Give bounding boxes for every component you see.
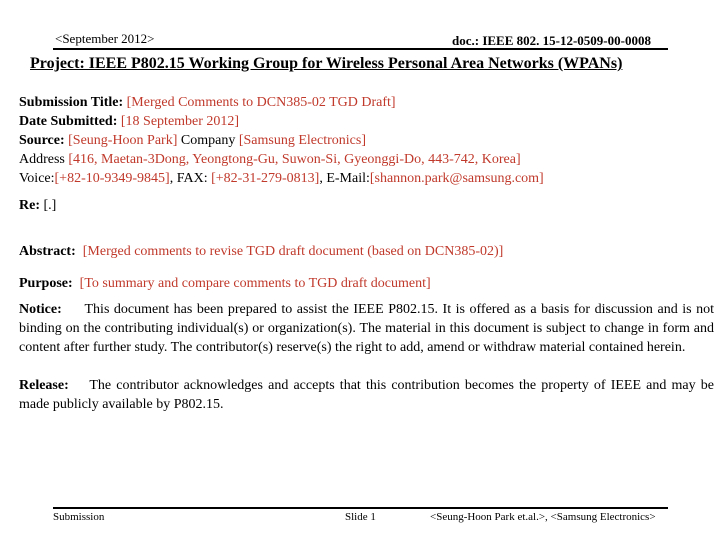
company-label: Company [180, 133, 236, 148]
fax-value: [+82-31-279-0813] [211, 171, 320, 186]
footer-submission: Submission [53, 511, 105, 523]
contact-line [19, 169, 544, 188]
notice-label: Notice: [19, 302, 62, 317]
submission-title-value: [Merged Comments to DCN385-02 TGD Draft] [126, 95, 396, 110]
voice-value: [+82-10-9349-9845] [54, 171, 170, 186]
submission-title-label: Submission Title: [19, 95, 124, 110]
footer-author: <Seung-Hoon Park et.al.>, <Samsung Electronics> [430, 511, 656, 523]
footer-slide-number: Slide 1 [345, 511, 376, 523]
abstract-label: Abstract: [19, 244, 76, 259]
purpose-value: [To summary and compare comments to TGD draft document] [79, 276, 431, 291]
release-label: Release: [19, 378, 69, 393]
release-text: The contributor acknowledges and accepts that this contribution becomes the property of IEEE and may be made publicly available by P802.15. [19, 378, 714, 412]
page-title: Project: IEEE P802.15 Working Group for Wireless Personal Area Networks (WPANs) [30, 55, 623, 72]
re-line [19, 196, 56, 215]
abstract-value: [Merged comments to revise TGD draft document (based on DCN385-02)] [82, 244, 504, 259]
voice-label: Voice: [19, 171, 55, 186]
header-divider [53, 48, 668, 50]
source-line [19, 131, 366, 150]
address-label: Address [19, 152, 65, 167]
abstract-line [19, 242, 503, 261]
header-date: <September 2012> [55, 31, 155, 46]
email-label: , E-Mail: [319, 171, 370, 186]
release-paragraph [19, 376, 714, 414]
header-doc-number: doc.: IEEE 802. 15-12-0509-00-0008 [452, 33, 651, 48]
source-name: [Seung-Hoon Park] [68, 133, 178, 148]
company-value: [Samsung Electronics] [238, 133, 366, 148]
notice-text: This document has been prepared to assist the IEEE P802.15. It is offered as a basis for discussion and is not binding on the contributing individual(s) or organization(s). The material in this document is subject to change in form and content after further study. The contributor(s) reserve(s) the right to add, amend or withdraw material contained herein. [19, 302, 715, 355]
source-label: Source: [19, 133, 65, 148]
fax-label: , FAX: [169, 171, 208, 186]
date-submitted-line [19, 112, 239, 131]
purpose-label: Purpose: [19, 276, 73, 291]
address-line [19, 150, 521, 169]
footer-divider [53, 507, 668, 509]
notice-paragraph [19, 300, 714, 357]
submission-title-line [19, 93, 396, 112]
re-value: [.] [43, 198, 57, 213]
purpose-line [19, 274, 431, 293]
date-submitted-value: [18 September 2012] [120, 114, 240, 129]
address-value: [416, Maetan-3Dong, Yeongtong-Gu, Suwon-Si, Gyeonggi-Do, 443-742, Korea] [68, 152, 521, 167]
date-submitted-label: Date Submitted: [19, 114, 118, 129]
re-label: Re: [19, 198, 40, 213]
email-value: [shannon.park@samsung.com] [369, 171, 544, 186]
